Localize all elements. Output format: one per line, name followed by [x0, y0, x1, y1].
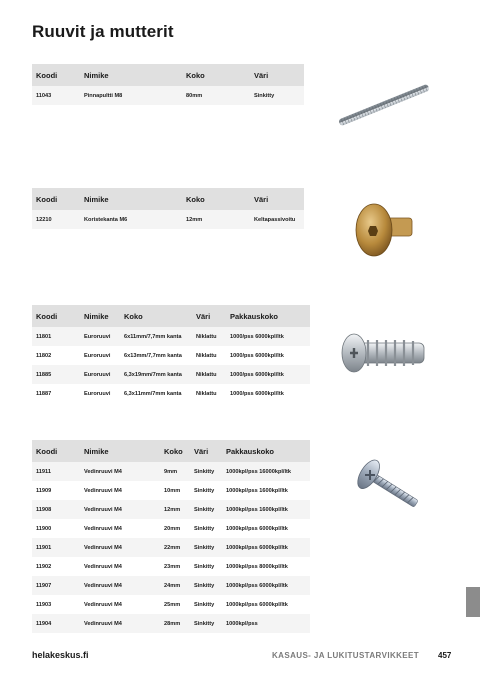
product-table-pull-screw	[32, 440, 310, 633]
table-cell: Sinkitty	[250, 86, 304, 105]
table-cell: Vedinruuvi M4	[80, 500, 160, 519]
table-cell: Euroruuvi	[80, 384, 120, 403]
table-cell: Sinkitty	[190, 462, 222, 481]
table-header-row	[32, 440, 310, 462]
table-cell: 11885	[32, 365, 80, 384]
table-header-row	[32, 64, 304, 86]
table-cell: 6x11mm/7,7mm kanta	[120, 327, 192, 346]
table-header-row	[32, 305, 310, 327]
table-cell: Koristekanta M6	[80, 210, 182, 229]
table-cell: Vedinruuvi M4	[80, 462, 160, 481]
table-cell: 20mm	[160, 519, 190, 538]
table-cell: Vedinruuvi M4	[80, 519, 160, 538]
table-cell: Sinkitty	[190, 557, 222, 576]
table-cell: 12210	[32, 210, 80, 229]
table-cell: 6,3x11mm/7mm kanta	[120, 384, 192, 403]
table-cell: 9mm	[160, 462, 190, 481]
column-header: Väri	[250, 64, 304, 86]
table-cell: Euroruuvi	[80, 365, 120, 384]
table-cell: 1000/pss 6000kpl/ltk	[226, 346, 310, 365]
product-table-euro-screw	[32, 305, 310, 403]
table-row	[32, 365, 310, 384]
table-cell: 28mm	[160, 614, 190, 633]
table-cell: 12mm	[182, 210, 250, 229]
table-cell: Sinkitty	[190, 614, 222, 633]
table-cell: Vedinruuvi M4	[80, 481, 160, 500]
table-row	[32, 210, 304, 229]
table-row	[32, 614, 310, 633]
table-cell: 1000/pss 6000kpl/ltk	[226, 384, 310, 403]
column-header: Koodi	[32, 305, 80, 327]
table-cell: 1000kpl/pss 8000kpl/ltk	[222, 557, 310, 576]
column-header: Väri	[192, 305, 226, 327]
column-header: Koko	[182, 64, 250, 86]
table-cell: 22mm	[160, 538, 190, 557]
product-table-decorative-nut	[32, 188, 304, 229]
column-header: Koko	[120, 305, 192, 327]
table-cell: 80mm	[182, 86, 250, 105]
table-row	[32, 519, 310, 538]
pull-screw-image	[346, 452, 432, 522]
table-cell: Vedinruuvi M4	[80, 538, 160, 557]
table-cell: 12mm	[160, 500, 190, 519]
table-row	[32, 327, 310, 346]
table-cell: 1000kpl/pss 6000kpl/ltk	[222, 538, 310, 557]
table-row	[32, 462, 310, 481]
table-cell: 1000/pss 6000kpl/ltk	[226, 327, 310, 346]
table-cell: Niklattu	[192, 365, 226, 384]
product-table-stud-bolt	[32, 64, 304, 105]
table-cell: 23mm	[160, 557, 190, 576]
column-header: Koko	[182, 188, 250, 210]
table-cell: 11801	[32, 327, 80, 346]
column-header: Pakkauskoko	[222, 440, 310, 462]
table-cell: Sinkitty	[190, 576, 222, 595]
table-cell: 11907	[32, 576, 80, 595]
table-cell: Niklattu	[192, 384, 226, 403]
table-cell: 25mm	[160, 595, 190, 614]
table-cell: 1000kpl/pss 1600kpl/ltk	[222, 500, 310, 519]
table-cell: Vedinruuvi M4	[80, 595, 160, 614]
table-cell: 11901	[32, 538, 80, 557]
table-cell: 1000kpl/pss 16000kpl/ltk	[222, 462, 310, 481]
column-header: Väri	[190, 440, 222, 462]
table-cell: 11887	[32, 384, 80, 403]
footer-site: helakeskus.fi	[32, 650, 89, 660]
table-row	[32, 557, 310, 576]
table-cell: Pinnapultti M8	[80, 86, 182, 105]
table-cell: 6,3x19mm/7mm kanta	[120, 365, 192, 384]
table-cell: Vedinruuvi M4	[80, 576, 160, 595]
table-row	[32, 481, 310, 500]
table-cell: Niklattu	[192, 327, 226, 346]
table-cell: Sinkitty	[190, 595, 222, 614]
table-row	[32, 86, 304, 105]
footer-section-title: KASAUS- JA LUKITUSTARVIKKEET	[272, 651, 420, 660]
table-cell: 1000kpl/pss 1600kpl/ltk	[222, 481, 310, 500]
table-cell: Sinkitty	[190, 538, 222, 557]
table-cell: 11911	[32, 462, 80, 481]
table-row	[32, 538, 310, 557]
table-cell: Sinkitty	[190, 500, 222, 519]
table-cell: Sinkitty	[190, 519, 222, 538]
column-header: Koko	[160, 440, 190, 462]
table-cell: Sinkitty	[190, 481, 222, 500]
table-cell: 11904	[32, 614, 80, 633]
table-row	[32, 384, 310, 403]
column-header: Nimike	[80, 440, 160, 462]
table-cell: 24mm	[160, 576, 190, 595]
table-cell: 10mm	[160, 481, 190, 500]
table-row	[32, 595, 310, 614]
column-header: Koodi	[32, 440, 80, 462]
decorative-nut-image	[346, 196, 418, 266]
table-cell: 11043	[32, 86, 80, 105]
euro-screw-image	[336, 328, 432, 378]
column-header: Koodi	[32, 188, 80, 210]
table-row	[32, 500, 310, 519]
table-cell: 11908	[32, 500, 80, 519]
page-number: 457	[438, 651, 452, 660]
threaded-rod-image	[334, 80, 434, 130]
table-cell: 1000kpl/pss 6000kpl/ltk	[222, 576, 310, 595]
table-cell: 1000kpl/pss 6000kpl/ltk	[222, 519, 310, 538]
page-title: Ruuvit ja mutterit	[32, 22, 174, 41]
table-cell: 11909	[32, 481, 80, 500]
table-cell: Keltapassivoitu	[250, 210, 304, 229]
table-cell: 1000kpl/pss 6000kpl/ltk	[222, 595, 310, 614]
table-cell: Vedinruuvi M4	[80, 614, 160, 633]
table-row	[32, 346, 310, 365]
table-cell: 11902	[32, 557, 80, 576]
table-cell: 6x13mm/7,7mm kanta	[120, 346, 192, 365]
table-cell: 11903	[32, 595, 80, 614]
column-header: Pakkauskoko	[226, 305, 310, 327]
table-cell: 1000kpl/pss	[222, 614, 310, 633]
table-cell: Vedinruuvi M4	[80, 557, 160, 576]
column-header: Nimike	[80, 188, 182, 210]
column-header: Nimike	[80, 64, 182, 86]
table-cell: 11802	[32, 346, 80, 365]
table-cell: Euroruuvi	[80, 327, 120, 346]
table-header-row	[32, 188, 304, 210]
table-cell: 1000/pss 6000kpl/ltk	[226, 365, 310, 384]
table-row	[32, 576, 310, 595]
table-cell: Niklattu	[192, 346, 226, 365]
column-header: Koodi	[32, 64, 80, 86]
table-cell: 11900	[32, 519, 80, 538]
section-edge-tab	[466, 587, 480, 617]
table-cell: Euroruuvi	[80, 346, 120, 365]
column-header: Nimike	[80, 305, 120, 327]
column-header: Väri	[250, 188, 304, 210]
